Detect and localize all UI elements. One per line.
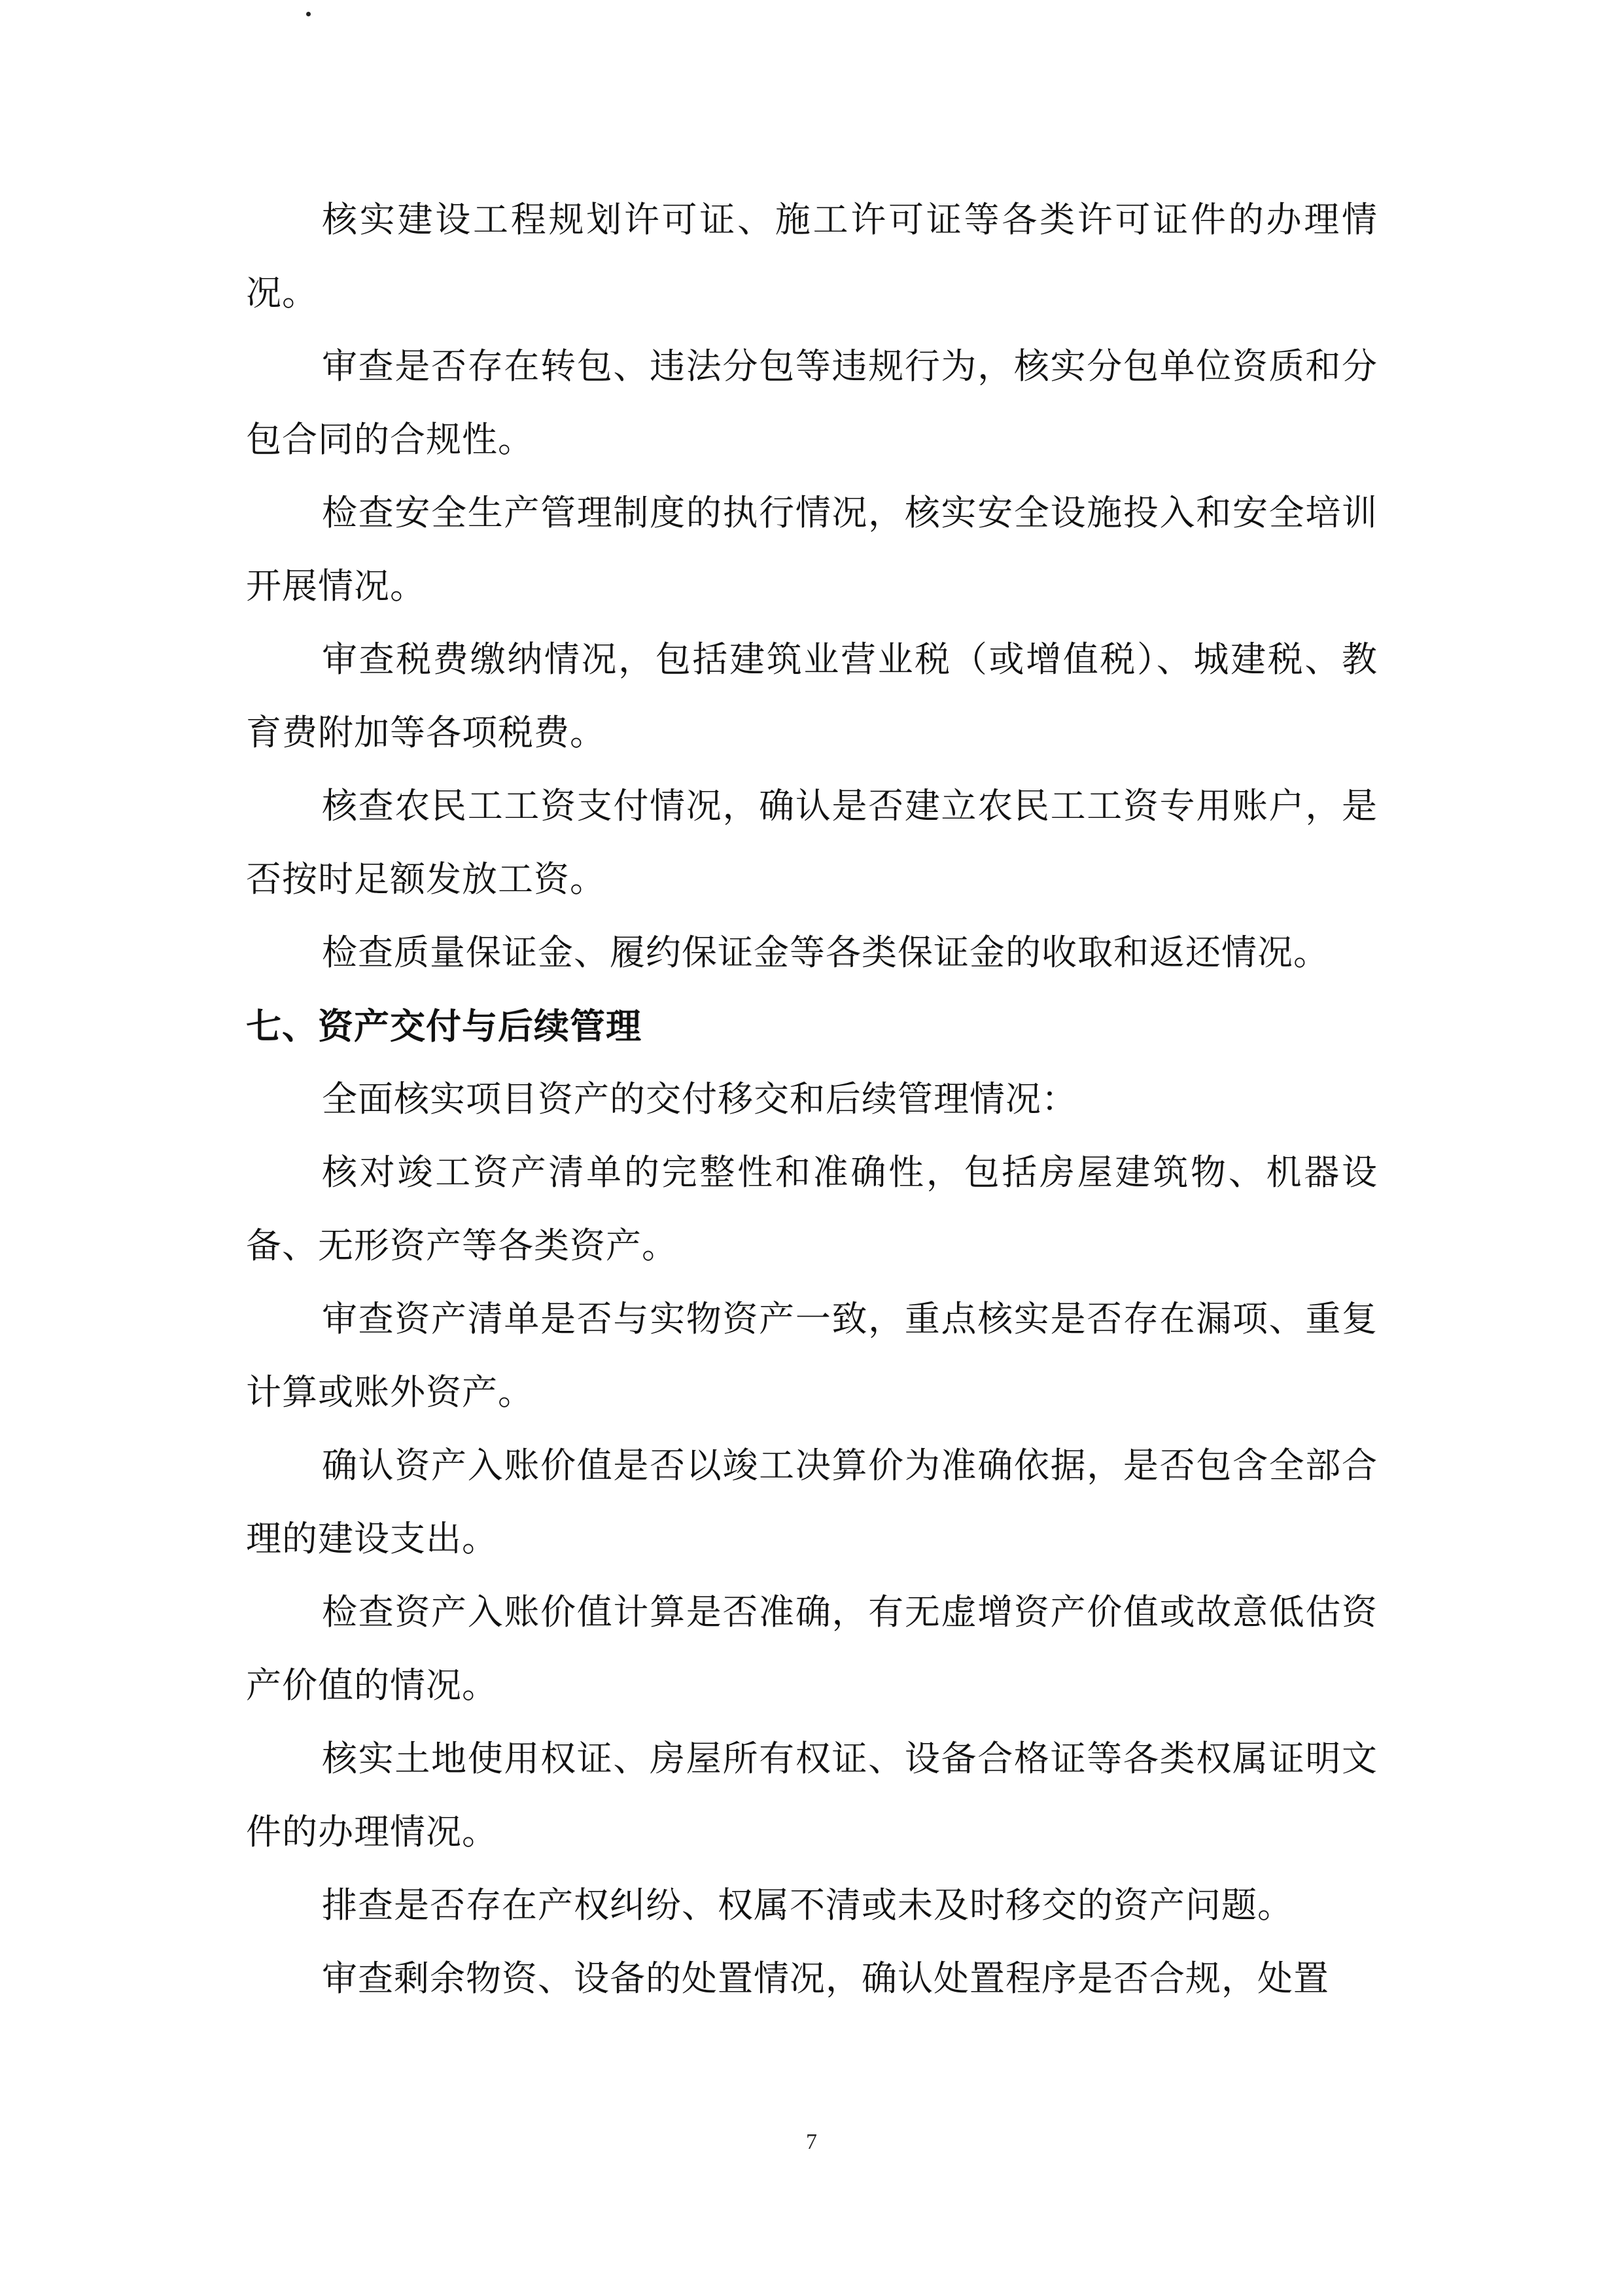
paragraph: 确认资产入账价值是否以竣工决算价为准确依据，是否包含全部合理的建设支出。	[246, 1445, 1378, 1559]
paragraph: 核实建设工程规划许可证、施工许可证等各类许可证件的办理情况。	[246, 199, 1378, 313]
paragraph: 核查农民工工资支付情况，确认是否建立农民工工资专用账户，是否按时足额发放工资。	[246, 785, 1378, 900]
paragraph: 审查资产清单是否与实物资产一致，重点核实是否存在漏项、重复计算或账外资产。	[246, 1298, 1378, 1413]
paragraph: 核实土地使用权证、房屋所有权证、设备合格证等各类权属证明文件的办理情况。	[246, 1738, 1378, 1852]
page-body	[246, 183, 1378, 2015]
paragraph: 检查安全生产管理制度的执行情况，核实安全设施投入和安全培训开展情况。	[246, 492, 1378, 607]
section-heading: 七、资产交付与后续管理	[246, 1005, 642, 1047]
paragraph: 核对竣工资产清单的完整性和准确性，包括房屋建筑物、机器设备、无形资产等各类资产。	[246, 1152, 1378, 1266]
paragraph: 排查是否存在产权纠纷、权属不清或未及时移交的资产问题。	[322, 1884, 1293, 1926]
paragraph: 审查剩余物资、设备的处置情况，确认处置程序是否合规，处置	[322, 1958, 1329, 1999]
page-number: 7	[806, 2130, 817, 2154]
paragraph: 审查是否存在转包、违法分包等违规行为，核实分包单位资质和分包合同的合规性。	[246, 345, 1378, 460]
paragraph: 检查质量保证金、履约保证金等各类保证金的收取和返还情况。	[322, 932, 1329, 973]
paragraph: 全面核实项目资产的交付移交和后续管理情况：	[322, 1078, 1077, 1120]
header-dot-mark	[306, 12, 311, 16]
paragraph: 检查资产入账价值计算是否准确，有无虚增资产价值或故意低估资产价值的情况。	[246, 1591, 1378, 1706]
paragraph: 审查税费缴纳情况，包括建筑业营业税（或增值税）、城建税、教育费附加等各项税费。	[246, 639, 1378, 753]
